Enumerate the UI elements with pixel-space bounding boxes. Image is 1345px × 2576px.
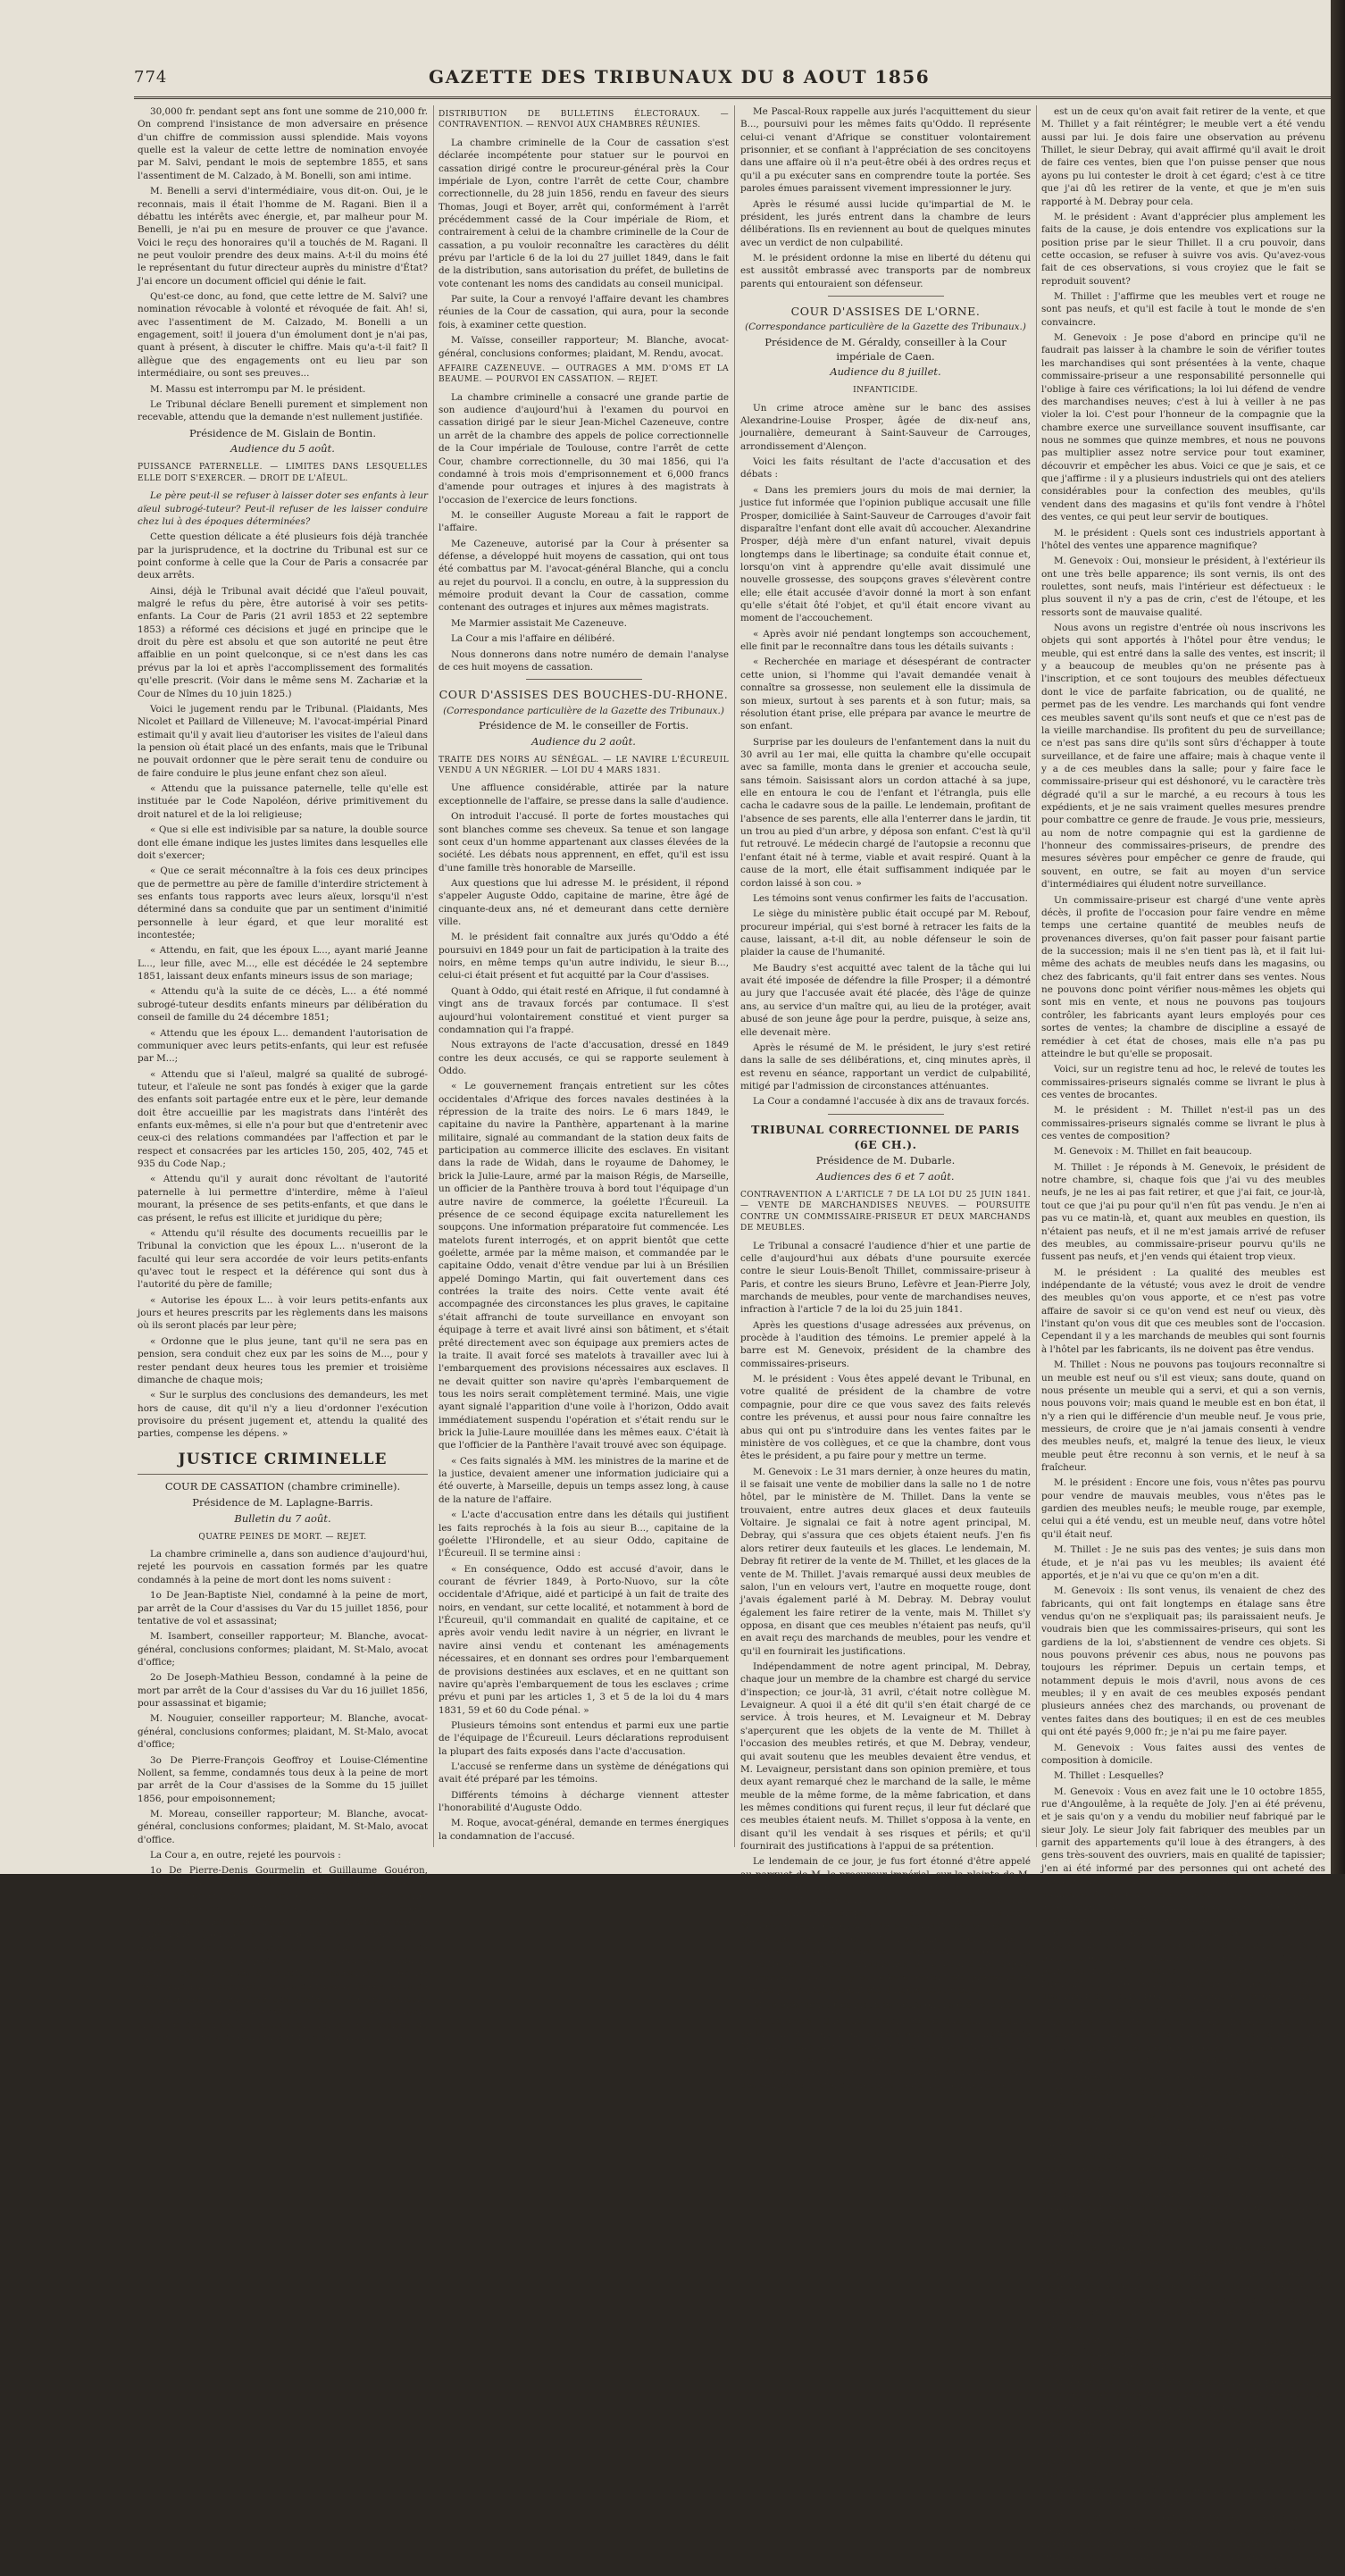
paragraph: Le siège du ministère public était occupé par M. Rebouf, procureur impérial, qui s'est borné à retracer les faits de la cause, laissant, a-t-il dit, au noble défenseur le soin de plaider la cause de l'humanité. <box>740 908 1031 958</box>
paragraph: « Après avoir nié pendant longtemps son accouchement, elle finit par le reconnaître dans tous les détails suivants : <box>740 628 1031 653</box>
paragraph: « Attendu qu'il résulte des documents recueillis par le Tribunal la conviction que les époux L... n'useront de la faculté qui leur sera accordée de voir leurs petits-enfants qu'avec tout le respect et la déférence qui sont dus à l'autorité du père de famille; <box>138 1227 428 1291</box>
paragraph: M. Thillet : Je ne suis pas des ventes; je suis dans mon étude, et je n'ai pas vu les meubles; ils avaient été apportés, et je n'ai vu que ce qu'on m'en a dit. <box>1041 1544 1325 1581</box>
paragraph: « Attendu qu'il y aurait donc révoltant de l'autorité paternelle à lui permettre d'interdire, même à l'aïeul mourant, la présence de ses petits-enfants, et que dans le cas présent, le refus est illicite et juridique du père; <box>138 1174 428 1224</box>
paragraph: On introduit l'accusé. Il porte de fortes moustaches qui sont blanches comme ses cheveux. Sa tenue et son langage sont ceux d'un homme appartenant aux classes élevées de la société. Les débats nous apprennent, en effet, qu'il est issu d'une famille très honorable de Marseille. <box>439 811 729 874</box>
paragraph: M. le conseiller Auguste Moreau a fait le rapport de l'affaire. <box>439 509 729 534</box>
column-4 <box>1041 105 1325 2575</box>
case-summary-caps: QUATRE PEINES DE MORT. — REJET. <box>198 1532 367 1542</box>
paragraph: Après le résumé de M. le président, le jury s'est retiré dans la salle de ses délibérations, et, cinq minutes après, il est revenu en séance, rapportant un verdict de culpabilité, mitigé par l'admission de circonstances atténuantes. <box>740 1041 1031 1091</box>
paragraph: M. Thillet : Je réponds à M. Genevoix, le président de notre chambre, si, chaque fois que j'ai vu des meubles neufs, je ne les ai pas fait retirer, et que j'ai fait, ce jour-là, tout ce que j'ai pu pour qu'il n'en fût pas vendu. Je n'en ai pas vu ce matin-là, et, quant aux meubles en question, ils n'étaient pas neufs, et il ne m'est jamais arrivé de refuser des meubles, au commissaire-priseur pourvu qu'ils ne fussent pas neufs, et j'en vends qui étaient trop vieux. <box>1041 1161 1325 1263</box>
paragraph: M. Genevoix : Je pose d'abord en principe qu'il ne faudrait pas laisser à la chambre le soin de vérifier toutes les marchandises qui sont présentées à la vente, chaque commissaire-priseur a une responsabilité personnelle qui l'oblige à faire ces vérifications; la loi lui défend de vendre des marchandises neuves; c'est à lui à veiller à ne pas violer la loi. C'est pour l'honneur de la compagnie que la chambre exerce une surveillance souvent insuffisante, car nous ne sommes que quinze membres, et nous ne pouvons pas multiplier assez notre service pour tout examiner, découvrir et empêcher les abus. Voici ce que je sais, et ce que j'affirme : il y a plusieurs industriels qui ont des ateliers considérables pour la confection des meubles, qu'ils vendent dans des magasins et qu'ils font vendre à l'hôtel des ventes, ce qui peut leur servir de boutiques. <box>1041 332 1325 523</box>
separator-rule <box>828 1114 944 1115</box>
paragraph: La Cour a mis l'affaire en délibéré. <box>451 633 615 645</box>
paragraph: « Ordonne que le plus jeune, tant qu'il ne sera pas en pension, sera conduit chez eux par les soins de M..., pour y rester pendant deux heures tous les premier et troisième dimanche de chaque mois; <box>138 1335 428 1385</box>
separator-rule <box>526 679 642 680</box>
paragraph: Ainsi, déjà le Tribunal avait décidé que l'aïeul pouvait, malgré le refus du père, être autorisé à voir ses petits-enfants. La Cour de Paris (21 avril 1853 et 22 septembre 1853) a réformé ces décisions et jugé en principe que le droit du père est absolu et que son autorité ne peut être affaiblie en un point quelconque, si ce n'est dans les cas prévus par la loi et après l'accomplissement des formalités qu'elle prescrit. (Voir dans le même sens M. Zachariæ et la Cour de Nîmes du 10 juin 1825.) <box>138 585 428 699</box>
paragraph: Voici le jugement rendu par le Tribunal. (Plaidants, Mes Nicolet et Paillard de Villeneuve; M. l'avocat-impérial Pinard estimait qu'il y avait lieu d'autoriser les visites de l'aïeul dans la pension où était placé un des enfants, mais que le Tribunal ne pouvait ordonner que le père serait tenu de conduire ou de faire conduire le plus jeune enfant chez son aïeul. <box>138 703 428 779</box>
page-number: 774 <box>134 68 168 87</box>
paragraph: M. le président : M. Thillet n'est-il pas un des commissaires-priseurs signalés comme se livrant le plus à ces ventes de composition? <box>1041 1105 1325 1142</box>
paragraph: « Attendu, en fait, que les époux L..., ayant marié Jeanne L..., leur fille, avec M..., elle est décédée le 24 septembre 1851, laissant deux enfants mineurs issus de son mariage; <box>138 945 428 983</box>
paragraph: Cette question délicate a été plusieurs fois déjà tranchée par la jurisprudence, et la doctrine du Tribunal est sur ce point conforme à celle que la Cour de Paris a consacrée par deux arrêts. <box>138 531 428 581</box>
paragraph: M. Thillet : J'affirme que rue d'Angoulême, pas plus que rue des Écuries d'Artois, où j'ai fait une autre vente, il n'y avait pas de meubles neufs. <box>1041 2335 1325 2372</box>
paragraph: M. Genevoix : M. Thillet en fait beaucoup. <box>1054 1146 1252 1158</box>
masthead <box>134 66 1331 99</box>
paragraph: « Autorise les époux L... à voir leurs petits-enfants aux jours et heures prescrits par les règlements dans les maisons où ils seront placés par leur père; <box>138 1294 428 1332</box>
correspondence-note: (Correspondance particulière de la Gazette des Tribunaux.) <box>443 705 724 716</box>
paragraph: Quant à Oddo, qui était resté en Afrique, il fut condamné à vingt ans de travaux forcés par contumace. Il s'est aujourd'hui volontairement constitué et vient purger sa condamnation qui l'a frappé. <box>439 985 729 1035</box>
paragraph: Me Baudry s'est acquitté avec talent de la tâche qui lui avait été imposée de défendre la fille Prosper; il a démontré au jury que l'accusée avait été placée, dès l'âge de quinze ans, au service d'un maître qui, au lieu de la protéger, avait abusé de son jeune âge pour la perdre, puisque, à seize ans, elle devenait mère. <box>740 962 1031 1038</box>
paragraph: M. Isambert, conseiller rapporteur; M. Blanche, avocat-général, conclusions conformes; plaidant, M. St-Malo, avocat d'office; <box>138 1631 428 1668</box>
paragraph: M. Thillet : Nous n'en voulions pas. Nous reconnaissions tous cela; nous le disons tous : ce sont les règlements de l'ordre, et nous ne voulons pas la ruine de tous les règlements; les demandes des ventes à domicile comme des ventes de l'hôtel; nous nous bornons à ne pas les faire expulser; et un jour on nous accuse de fraude, et celui-ci cela vrai. <box>1041 2243 1325 2331</box>
paragraph: L'accusé se renferme dans un système de dénégations qui avait été préparé par les témoins. <box>439 1761 729 1786</box>
paragraph: Aux questions que lui adresse M. le président, il répond s'appeler Auguste Oddo, capitaine de marine, être âgé de cinquante-deux ans, né et demeurant dans cette dernière ville. <box>439 877 729 928</box>
paragraph: M. le président : Quels sont ces industriels apportant à l'hôtel des ventes une apparence magnifique? <box>1041 527 1325 551</box>
paragraph: La chambre criminelle de la Cour de cassation s'est déclarée incompétente pour statuer sur le pourvoi en cassation dirigé contre le procureur-général près la Cour impériale de Lyon, contre l'arrêt de cette Cour, chambre correctionnelle, du 28 juin 1856, rendu en faveur des sieurs Thomas, Jougi et Boyer, arrêt qui, conformément à l'arrêt précédemment cassé de la Cour impériale de Riom, et contrairement à celui de la chambre criminelle de la Cour de cassation, a pu vouloir reconnaître les caractères du délit prévu par l'article 6 de la loi du 27 juillet 1849, dans le fait de la distribution, sans autorisation du préfet, de bulletins de vote contenant les noms des candidats au conseil municipal. <box>439 137 729 289</box>
case-summary-caps: CONTRAVENTION A L'ARTICLE 7 DE LA LOI DU 25 JUIN 1841. — VENTE DE MARCHANDISES NEUVES. — POURSUITE CONTRE UN COMMISSAIRE-PRISEUR ET DEUX MARCHANDS DE MEUBLES. <box>740 1190 1031 1234</box>
paragraph: M. le président : Avant d'apprécier plus amplement les faits de la cause, je dois entendre vos explications sur la position prise par le sieur Thillet. Il a cru pouvoir, dans cette occasion, se refuser à suivre vos avis. Qu'avez-vous fait de ces observations, si vous croyiez que le fait se reproduit souvent? <box>1041 211 1325 287</box>
paragraph: Un crime atroce amène sur le banc des assises Alexandrine-Louise Prosper, âgée de dix-neuf ans, journalière, demeurant à Saint-Sauveur de Carrouges, arrondissement d'Alençon. <box>740 402 1031 452</box>
paragraph: M. Genevoix : Vous en avez fait une le 10 octobre 1855, rue d'Angoulême, à la requête de Joly. J'en ai été prévenu, et je sais qu'on y a vendu du mobilier neuf fabriqué par le sieur Joly. Le sieur Joly fait fabriquer des meubles par un garnit des appartements qu'il loue à des étrangers, à des gens très-souvent des ouvriers, mais en qualité de tapissier; j'en ai été informé par des personnes qui ont acheté des meubles très-courants, mais, à la quinzaine, peut-être à la quinzaine. Ainsi, dans l'espèce, le sieur Joly avait meublé un appartement à une famille espagnole; cette famille espagnole partit après quelques mois, et Joly fit annoncer une vente après décès, et profitant de l'occasion, il fit vendre une quantité considérable de meubles neufs; le public, croyant avoir affaire à une vente après décès, se porte en foule à la vente, et en achète; puis Joly, le fabricant, ou plutôt les marchands de meubles qui achètent des meubles neufs pour les revendre, vendent ainsi à l'encan leurs meubles, et ils vendent l'un et l'autre; il y a ainsi, dans les ventes à domicile, des fraudes plus graves encore que dans les ventes à l'hôtel des ventes; le public qui croit acheter des meubles d'occasion, achète en réalité des meubles neufs de fabrication défectueuse. <box>1041 1786 1325 2067</box>
paragraph: M. le président : La qualité des meubles est indépendante de la vétusté; vous avez le droit de vendre des meubles qu'on vous apporte, et ce n'est pas votre affaire de savoir si ce qu'on vend est neuf ou vieux, dès l'instant qu'on vous dit que ces meubles sont de l'occasion. Cependant il y a les marchands de meubles qui sont fournis à l'hôtel par les fabricants, ils ne doivent pas être vendus. <box>1041 1267 1325 1355</box>
court-name: COUR DE CASSATION (chambre criminelle). <box>164 1480 401 1493</box>
paragraph: est un de ceux qu'on avait fait retirer de la vente, et que M. Thillet y a fait réintégrer; le meuble vert a été vendu aussi par lui. Je dois faire une observation au prévenu Thillet, le sieur Debray, qui avait affirmé qu'il avait le droit de faire ces ventes, bien que l'on puisse penser que nous ayons pu lui contester le droit à cet égard; c'est à ce titre que j'ai dû les retirer de la vente, et que je m'en suis rapporté à M. Debray pour cela. <box>1041 106 1325 207</box>
audience-date: Audience du 8 juillet. <box>830 365 941 379</box>
paragraph: M. Genevoix : Quelques-uns ont été vendus, sur la plainte de M. Thillet, et qui n'ont pas été vendus par le ministère de M. Thillet, dans une autre vente faite par une autre personne que dans une autre Robert; il s'agit du prévenu Joly, marchand de meubles; et l'on ne voulait pas en faire la vente des ventes de l'hôtel de meubles neufs. Le meuble rouge <box>740 2015 1031 2091</box>
presidency-line: Présidence de M. Gislain de Bontin. <box>188 426 376 439</box>
audience-date: Audience du 2 août. <box>531 734 636 748</box>
paragraph: M. Vaïsse, conseiller rapporteur; M. Blanche, avocat-général, conclusions conformes; plaidant, M. Rendu, avocat. <box>439 335 729 359</box>
column-3 <box>740 105 1031 2091</box>
paragraph: M. Thillet : J'ai loué cet appartement, meublé par M. Taillez, qui m'en a fait la vente. Je l'ai chargé de vendre ces meubles qui étaient neufs; ils ont été apportés à l'hôtel. Ils sont sûrs que M. Thillet n'avait pas de meubles neufs; mais il ne s'était pas purgé des meubles neufs qui ont été. <box>1041 2513 1325 2575</box>
paragraph: 1o De Pierre-Denis Gourmelin et Guillaume Gouéron, condamnés par la Cour d'assises du Finistère, aux travaux forcés à perpétuité, pour vol qualifié; — 2o De Marie-Catherine-Jeanne Jauffret (Vaucluse), travaux forcés, trahison de billets de banque; — 3o De Amable-Théophile Dubourgnet (Somme), six ans de réclusion, attentat à la pudeur; — 4o De François Guillard (Var), six ans de réclusion, attentat à la pudeur; — 5o De François Chabrier (Seine), travaux forcés à perpétuité, assassinat; — 6o De Ferdinand Pain (Somme), dix ans de travaux forcés, abus de confiance par un employé des postes; — 7o De François-Eyssel Hamon, contre un arrêt de la Cour impériale de Lyon, chambre des mises en accusation, renvoi aux assises du Rhône, pour abus de confiance et faux en écriture privée. <box>138 1865 428 2044</box>
paragraph: « Attendu que si l'aïeul, malgré sa qualité de subrogé-tuteur, et l'aïeule ne sont pas fondés à exiger que la garde des enfants soit partagée entre eux et le père, leur demande doit être accueillie par les magistrats dans l'intérêt des enfants eux-mêmes, si elle n'a pour but que d'entretenir avec ceux-ci des relations commandées par l'affection et par le respect et consacrées par les articles 150, 205, 402, 745 et 935 du Code Nap.; <box>138 1068 428 1170</box>
paragraph: 2o De Joseph-Mathieu Besson, condamné à la peine de mort par arrêt de la Cour d'assises du Var du 16 juillet 1856, pour assassinat et bigamie; <box>138 1672 428 1710</box>
paragraph: Par suite, la Cour a renvoyé l'affaire devant les chambres réunies de la Cour de cassation, qui aura, pour la seconde fois, à examiner cette question. <box>439 294 729 330</box>
paragraph: « Attendu que la puissance paternelle, telle qu'elle est instituée par le Code Napoléon, dérive primitivement du droit naturel et de la loi religieuse; <box>138 783 428 820</box>
case-summary-caps: AFFAIRE CAZENEUVE. — OUTRAGES A MM. D'OMS ET LA BEAUME. — POURVOI EN CASSATION. — REJET. <box>439 364 729 385</box>
paragraph: M. Genevoix : Le 31 mars dernier, à onze heures du matin, il se faisait une vente de mobilier dans la salle no 1 de notre hôtel, par le ministère de M. Thillet. Dans la vente se trouvaient, entre autres deux glaces et deux fauteuils Voltaire. Je signalai ce fait à notre agent principal, M. Debray, qui s'assura que ces objets étaient neufs. J'en fis alors retirer deux fauteuils et les glaces. Le lendemain, M. Debray fit retirer de la vente de M. Thillet, et les glaces de la vente de M. Thillet. J'avais remarqué aussi deux meubles de salon, l'un en velours vert, l'autre en moquette rouge, dont j'avais également parlé à M. Debray. M. Debray voulut également les faire retirer de la vente, mais M. Thillet s'y opposa, en disant que ces meubles n'étaient pas neufs, qu'il en avait reçu des marchands de meubles, pour les vendre et qu'il en fournirait les justifications. <box>740 1466 1031 1657</box>
paragraph: Qu'est-ce donc, au fond, que cette lettre de M. Salvi? une nomination révocable à volonté et révoquée de fait. Ah! si, avec l'assentiment de M. Calzado, M. Bonelli a un engagement, soit! il jouera d'un émolument dont je n'ai pas, quant à présent, à discuter le chiffre. Mais qu'a-t-il fait? Il allègue que des engagements ont eu lieu par son intermédiaire, ou sont ses preuves... <box>138 291 428 380</box>
paragraph: Indépendamment de notre agent principal, M. Debray, chaque jour un membre de la chambre est chargé du service d'inspection; ce jour-là, 31 avril, c'était notre collègue M. Levaigneur. A quoi il a été dit qu'il s'en était chargé de ce service. À trois heures, et M. Levaigneur et M. Debray s'aperçurent que les objets de la vente de M. Thillet à l'occasion des meubles retirés, et que M. Debray, vendeur, qui avait soutenu que les meubles devaient être vendus, et M. Levaigneur, persistant dans son opinion première, et tous deux ayant remarqué chez le marchand de la salle, le même meuble de la même forme, de la même fabrication, et dans les mêmes conditions qui furent reçus, il leur fut déclaré que ces meubles étaient neufs. M. Thillet s'opposa à la vente, en disant qu'il les vendait à ses risques et périls; et qu'il fournirait des justifications à l'appui de sa prétention. <box>740 1661 1031 1853</box>
case-summary-caps: DISTRIBUTION DE BULLETINS ÉLECTORAUX. — CONTRAVENTION. — RENVOI AUX CHAMBRES RÉUNIES. <box>439 110 729 130</box>
column-divider <box>433 105 434 1847</box>
paragraph: M. Thillet : J'affirme le contraire; je ne vois pas de meubles neufs; je vends des meubles que je ne reconnais pas neufs, et ne les vendrai pas. <box>1041 2443 1325 2480</box>
paragraph: Un commissaire-priseur est chargé d'une vente après décès, il profite de l'occasion pour faire vendre en même temps une certaine quantité de meubles neufs de provenances diverses, qu'on fait passer pour faisant partie de la succession; mais il ne s'en tient pas là, et il fait lui-même des achats de meubles neufs dans les magasins, ou chez des fabricants, qu'il fait entrer dans ses ventes. Nous ne pouvons donc point vérifier nous-mêmes les objets qui sont mis en vente, et nous ne pouvons pas toujours contrôler, les fabricants ayant leurs employés pour ces sortes de ventes; la chambre de discipline a essayé de remédier à cet état de choses, mais elle n'a pas pu atteindre le but qu'elle se proposait. <box>1041 894 1325 1059</box>
paragraph: Voici, sur un registre tenu ad hoc, le relevé de toutes les commissaires-priseurs signalés comme se livrant le plus à ces ventes de brocantes. <box>1041 1064 1325 1100</box>
case-summary-caps: TRAITE DES NOIRS AU SÉNÉGAL. — LE NAVIRE L'ÉCUREUIL VENDU A UN NÉGRIER. — LOI DU 4 MARS 1831. <box>439 755 729 776</box>
paragraph: « L'acte d'accusation entre dans les détails qui justifient les faits reprochés à la fois au sieur B..., capitaine de la goélette l'Hirondelle, et au sieur Oddo, capitaine de l'Écureuil. Il se termine ainsi : <box>439 1510 729 1560</box>
case-summary-caps: PUISSANCE PATERNELLE. — LIMITES DANS LESQUELLES ELLE DOIT S'EXERCER. — DROIT DE L'AÏEUL. <box>138 463 428 483</box>
paragraph: Plusieurs témoins sont entendus et parmi eux une partie de l'équipage de l'Écureuil. Leurs déclarations reproduisent la plupart des faits exposés dans l'acte d'accusation. <box>439 1719 729 1757</box>
section-heading: COUR D'ASSISES DE L'ORNE. <box>790 305 981 319</box>
question-paragraph: Le père peut-il se refuser à laisser doter ses enfants à leur aïeul subrogé-tuteur? Peut-il refuser de les laisser conduire chez lui à des époques déterminées? <box>138 490 428 527</box>
paragraph: M. Genevoix : Voici un état dressé à l'hôtel pour jour 11 octobre, 1855, soixante-cinq meubles qui ont été inscrits, portant le nombre des meubles vendus de 18 à 1855, et aussi 185 pour l'année, soit 185 ventes; les meubles ont été vendus pour 2,000 fr. <box>1041 2376 1325 2439</box>
presidency-line: Présidence de M. Dubarle. <box>815 1154 956 1167</box>
paragraph: M. Genevoix : Elle pourrait l'être; celle-là a duré deux jours. M. Thillet y a pris plusieurs fois le marteau. Je n'ai rien vu de plus inouï. M. le président, je dois vous signaler ce fait, c'est que l'on fait faire des ventes, et qu'on n'est pas sûr d'avoir le contrôle des commissaires-priseurs; tous les jours, il y a des marchands qui font vendre à l'encan leurs marchandises, et la surveillance de nos ventes ne peut pas tout prévenir; les fabricants, qui sont autant d'intermédiaires, obtiennent l'annonce d'un décès, que quinze membres de la chambre, et que plus de la moitié de l'hôtel des ventes soit par leur dangereuse et proportions d'une grande administration. <box>1041 2086 1325 2238</box>
paragraph: La chambre criminelle a consacré une grande partie de son audience d'aujourd'hui à l'examen du pourvoi en cassation dirigé par le sieur Jean-Michel Cazeneuve, contre un arrêt de la chambre des appels de police correctionnelle de la Cour impériale de Toulouse, contre l'arrêt de cette Cour, chambre correctionnelle, du 30 mai 1856, qui l'a condamné à trois mois d'emprisonnement et 6,000 francs d'amende pour outrages et injures à des magistrats à l'occasion de l'exercice de leurs fonctions. <box>439 391 729 506</box>
paragraph: Me Cazeneuve, autorisé par la Cour à présenter sa défense, a développé huit moyens de cassation, qui ont tous été combattus par M. l'avocat-général Blanche, qui a conclu au rejet du pourvoi. Il a conclu, en outre, à la suppression du mémoire produit devant la Cour de cassation, comme contenant des outrages et injures aux mêmes magistrats. <box>439 538 729 614</box>
paragraph: Après les questions d'usage adressées aux prévenus, on procède à l'audition des témoins. Le premier appelé à la barre est M. Genevoix, président de la chambre des commissaires-priseurs. <box>740 1319 1031 1369</box>
audience-date: Audience du 5 août. <box>230 442 335 456</box>
paragraph: M. le président : Ces meubles neufs ont-ils été vendus? <box>753 2000 1014 2011</box>
paragraph: M. le président : Ainsi la vente est indéfinie? <box>1054 2070 1265 2082</box>
paragraph: La Cour a, en outre, rejeté les pourvois : <box>150 1850 341 1861</box>
paragraph: « Le gouvernement français entretient sur les côtes occidentales d'Afrique des forces navales destinées à la répression de la traite des noirs. Le 6 mars 1849, le capitaine du navire la Panthère, appartenant à la marine militaire, signalé au commandant de la station deux faits de participation au commerce illicite des esclaves. En visitant dans la rade de Widah, dans le royaume de Dahomey, le brick la Julie-Laure, armé par la maison Régis, de Marseille, un officier de la Panthère trouva à bord tout l'équipage d'un autre navire de commerce, la goélette l'Écureuil. La présence de ce second équipage excita naturellement les soupçons. Une information préparatoire fut commencée. Les matelots furent interrogés, et on apprit bientôt que cette goélette, armée par la même maison, et commandée par le capitaine Oddo, venait d'être vendue par lui à un Brésilien appelé Domingo Martin, qui fait ouvertement dans ces contrées la traite des noirs. Cette vente avait été accompagnée des circonstances les plus graves, le capitaine s'était affranchi de toute surveillance en envoyant son équipage à terre et avait livré ainsi son bâtiment, et s'était prêté directement avec son équipage aux premiers actes de la traite. Il avait forcé ses matelots à travailler avec lui à l'embarquement des provisions nécessaires aux esclaves. Il ne devait quitter son navire qu'après l'embarquement de tous les noirs serait complètement terminé. Mais, une vigie ayant signalé l'apparition d'une voile à l'horizon, Oddo avait immédiatement suspendu l'opération et s'était rendu sur le brick la Julie-Laure mouillée dans les mêmes eaux. C'était là que l'officier de la Panthère l'avait trouvé avec son équipage. <box>439 1081 729 1451</box>
paragraph: M. Nouguier, conseiller rapporteur; M. Blanche, avocat-général, conclusions conformes; plaidant, M. St-Malo, avocat d'office; <box>138 1713 428 1751</box>
paragraph: « Sur le surplus des conclusions des demandeurs, les met hors de cause, dit qu'il n'y a lieu d'ordonner l'exécution provisoire du présent jugement et, attendu la qualité des parties, compense les dépens. » <box>138 1390 428 1440</box>
paragraph: 1o De Jean-Baptiste Niel, condamné à la peine de mort, par arrêt de la Cour d'assises du Var du 15 juillet 1856, pour tentative de vol et assassinat; <box>138 1590 428 1627</box>
paragraph: M. Massu est interrompu par M. le président. <box>150 383 366 395</box>
column-divider <box>1036 105 1037 1847</box>
paragraph: 3o De Pierre-François Geoffroy et Louise-Clémentine Nollent, sa femme, condamnés tous deux à la peine de mort par arrêt de la Cour d'assises de la Somme du 15 juillet 1856, pour empoisonnement; <box>138 1754 428 1804</box>
paragraph: Nous extrayons de l'acte d'accusation, dressé en 1849 contre les deux accusés, ce qui se rapporte seulement à Oddo. <box>439 1040 729 1076</box>
paragraph: Le lendemain de ce jour, je fus fort étonné d'être appelé au parquet de M. le procureur impérial, sur la plainte de M. Thillet, et d'y apprendre que j'avais été dénoncé par lui comme ayant apposé à l'introduction de meubles neufs dans la vente. En même temps, M. Thillet avait fait sommation à M. Debray, qui, en qualité de surveillant des ventes, a la garde des magasins, et à M. Levaigneur, membre de la chambre chargé du service d'inspection, d'avoir à lui remettre les meubles emmagasinés, et j'ai appris que, depuis ce moment, Bruno, Joly et Lefèvre avaient été prévenus, et que les poursuites avaient été dirigées contre eux. <box>740 1856 1031 1995</box>
paragraph: Le Tribunal a consacré l'audience d'hier et une partie de celle d'aujourd'hui aux débats d'une poursuite exercée contre le sieur Louis-Benoît Thillet, commissaire-priseur à Paris, et contre les sieurs Bruno, Lefèvre et Jean-Pierre Joly, marchands de meubles, pour vente de marchandises neuves, infraction à l'article 7 de la loi du 25 juin 1841. <box>740 1240 1031 1316</box>
section-heading: TRIBUNAL CORRECTIONNEL DE PARIS (6E CH.). <box>751 1122 1020 1151</box>
bulletin-date: Bulletin du 7 août. <box>234 1511 331 1525</box>
paragraph: M. le président : Que savez-vous relativement à la vente faite dans votre propre appartement, rue Laffitte? <box>1041 2484 1325 2509</box>
paragraph: « Recherchée en mariage et désespérant de contracter cette union, si l'homme qui l'avait demandée venait à connaître sa grossesse, non seulement elle la dissimula de son mieux, surtout à ses parents et à son futur; mais, sa résolution étant prise, elle prépara par avance le meurtre de son enfant. <box>740 657 1031 732</box>
paragraph: La Cour a condamné l'accusée à dix ans de travaux forcés. <box>753 1096 1030 1108</box>
paragraph: M. Roque, avocat-général, demande en termes énergiques la condamnation de l'accusé. <box>439 1818 729 1842</box>
column-2 <box>439 105 729 1856</box>
paragraph: Différents témoins à décharge viennent attester l'honorabilité d'Auguste Oddo. <box>439 1789 729 1814</box>
paragraph: M. Thillet : Nous ne pouvons pas toujours reconnaître si un meuble est neuf ou s'il est vieux; sans doute, quand on nous présente un meuble qui a servi, et qui a son vernis, nous pouvons voir; mais quand le meuble est en bon état, il n'y a rien qui le différencie d'un meuble neuf. Je vous prie, messieurs, de croire que je n'ai jamais consenti à vendre des meubles neufs, et, malgré la tenue des lieux, le vieux meuble peut être reconnu à son vernis, et le neuf à sa fraîcheur. <box>1041 1359 1325 1474</box>
audience-date: Audiences des 6 et 7 août. <box>816 1170 955 1183</box>
column-1 <box>138 105 428 2044</box>
presidency-line: Présidence de M. le conseiller de Fortis. <box>478 718 689 732</box>
paragraph: M. Thillet : Lesquelles? <box>1054 1770 1164 1782</box>
paragraph: « Attendu que les époux L... demandent l'autorisation de communiquer avec leurs petits-enfants, qui leur est refusée par M...; <box>138 1027 428 1065</box>
paragraph: M. Genevoix : Vous faites aussi des ventes de composition à domicile. <box>1041 1742 1325 1766</box>
paragraph: M. Thillet : J'affirme que les meubles vert et rouge ne sont pas neufs, et qu'il est facile à tout le monde de s'en convaincre. <box>1041 291 1325 328</box>
separator-rule <box>828 296 944 297</box>
paragraph: Nous donnerons dans notre numéro de demain l'analyse de ces huit moyens de cassation. <box>439 648 729 673</box>
paragraph: Après le résumé aussi lucide qu'impartial de M. le président, les jurés entrent dans la chambre de leurs délibérations. Ils en reviennent au bout de quelques minutes avec un verdict de non culpabilité. <box>740 198 1031 248</box>
case-summary-caps: INFANTICIDE. <box>853 386 918 396</box>
paragraph: Nous avons un registre d'entrée où nous inscrivons les objets qui sont apportés à l'hôtel pour être vendus; le meuble, qui est entré dans la salle des ventes, est inscrit; il y a beaucoup de meubles qu'on ne présente pas à l'inscription, et ce sont toujours des meubles défectueux dont le vice de parfaite fabrication, ou de qualité, ne permet pas de les vendre. Les marchands qui font vendre ces meubles savent qu'ils sont neufs et que ce n'est pas de la vieille marchandise. Ils profitent du peu de surveillance; ce n'est pas sans dire qu'ils sont sûrs d'échapper à toute surveillance, et de faire une affaire; mais à chaque vente il y a de ces meubles dans la salle; pour y faire face le commissaire-priseur qui est déshonoré, vu le caractère très dégradé qu'il a sur le marché, a eu recours à tous les expédients, et je ne sais vraiment quelles mesures prendre pour combattre ce genre de fraude. Je vous prie, messieurs, au nom de notre compagnie qui est la gardienne de l'honneur des commissaires-priseurs, de prendre des mesures sévères pour empêcher ce genre de fraude, qui souvent, en outre, se fait au moyen d'un service d'intermédiaires qui éludent notre surveillance. <box>1041 623 1325 891</box>
paragraph: « Que ce serait méconnaître à la fois ces deux principes que de permettre au père de famille d'interdire strictement à ses enfants tous rapports avec leurs aïeux, lorsqu'il n'est déterminé dans sa conduite que par un sentiment d'inimitié personnelle à leur égard, et que leur moralité est incontestée; <box>138 866 428 941</box>
column-divider <box>734 105 735 1847</box>
correspondence-note: (Correspondance particulière de la Gazette des Tribunaux.) <box>745 322 1026 333</box>
paragraph: Me Pascal-Roux rappelle aux jurés l'acquittement du sieur B..., poursuivi pour les mêmes faits qu'Oddo. Il représente celui-ci venant d'Afrique se constituer volontairement prisonnier, et se confiant à l'appréciation de ses concitoyens dans une affaire où il n'a peut-être obéi à des ordres reçus et qu'il a pu exécuter sans en comprendre toute la portée. Ses paroles émues paraissent vivement impressionner le jury. <box>740 106 1031 195</box>
paragraph: Le Tribunal déclare Benelli purement et simplement non recevable, attendu que la demande n'est nullement justifiée. <box>138 398 428 423</box>
paragraph: M. le président ordonne la mise en liberté du détenu qui est aussitôt embrassé avec transports par de nombreux parents qui entouraient son défenseur. <box>740 252 1031 289</box>
presidency-line: Présidence de M. Géraldy, conseiller à la Cour impériale de Caen. <box>764 335 1007 363</box>
paragraph: M. Genevoix : Ils sont venus, ils venaient de chez des fabricants, qui ont fait longtemps en étalage sans être vendus qu'on ne s'expliquait pas; ils paraissaient neufs. Je voudrais bien que les commissaires-priseurs, qui sont les gardiens de la loi, s'abstiennent de vendre ces objets. Si nous pouvons prévenir ces abus, nous ne pouvons pas toujours les réprimer. Depuis un certain temps, et notamment depuis le mois d'avril, nous avons de ces meubles; il y en avait de ces meubles exposés pendant plusieurs années chez des marchands, ou provenant de ventes faites dans des boutiques; il en est de ces meubles qui ont été payés 9,000 fr.; je n'ai pu me faire payer. <box>1041 1585 1325 1738</box>
paragraph: Une affluence considérable, attirée par la nature exceptionnelle de l'affaire, se presse dans la salle d'audience. <box>439 782 729 807</box>
paragraph: Voici les faits résultant de l'acte d'accusation et des débats : <box>740 456 1031 481</box>
paragraph: M. Genevoix : Oui, monsieur le président, à l'extérieur ils ont une très belle apparence; ils sont vernis, ils ont des roulettes, sont neufs, mais l'intérieur est défectueux : le plus souvent il n'y a pas de crin, c'est de l'étoupe, et les ressorts sont de mauvaise qualité. <box>1041 556 1325 618</box>
section-heading: COUR D'ASSISES DES BOUCHES-DU-RHONE. <box>439 688 729 702</box>
newspaper-title: GAZETTE DES TRIBUNAUX DU 8 AOUT 1856 <box>429 66 931 88</box>
section-heading: JUSTICE CRIMINELLE <box>138 1450 428 1475</box>
paragraph: M. le président fait connaître aux jurés qu'Oddo a été poursuivi en 1849 pour un fait de participation à la traite des noirs, en même temps qu'un autre individu, le sieur B..., celui-ci était présent et fut acquitté par la Cour d'assises. <box>439 932 729 982</box>
paragraph: Me Marmier assistait Me Cazeneuve. <box>451 617 627 629</box>
paragraph: 30,000 fr. pendant sept ans font une somme de 210,000 fr. On comprend l'insistance de mon adversaire en présence d'un chiffre de commission aussi splendide. Mais voyons quelle est la valeur de cette lettre de nomination envoyée par M. Salvi, pendant le mois de septembre 1855, et sans l'assentiment de M. Calzado, à M. Bonelli, son ami intime. <box>138 106 428 181</box>
paragraph: M. Benelli a servi d'intermédiaire, vous dit-on. Oui, je le reconnais, mais il était l'homme de M. Ragani. Bien il a débattu les intérêts avec énergie, et, par malheur pour M. Benelli, je n'ai pu en mesure de prouver ce que j'avance. Voici le reçu des honoraires qu'il a touchés de M. Ragani. Il ne peut vouloir prendre des deux mains. A-t-il du moins été le représentant du futur directeur auprès du ministre d'État? J'ai encore un document officiel qui dénie le fait. <box>138 186 428 287</box>
paragraph: La chambre criminelle a, dans son audience d'aujourd'hui, rejeté les pourvois en cassation formés par les quatre condamnés à la peine de mort dont les noms suivent : <box>138 1549 428 1585</box>
paragraph: M. le président : Encore une fois, vous n'êtes pas pourvu pour vendre de mauvais meubles, vous n'êtes pas le gardien des meubles neufs; le meuble rouge, par exemple, celui qui a été vendu, est un meuble neuf, dans votre hôtel qu'il était neuf. <box>1041 1477 1325 1540</box>
paragraph: « Que si elle est indivisible par sa nature, la double source dont elle émane indique les justes limites dans lesquelles elle doit s'exercer; <box>138 824 428 861</box>
paragraph: « Attendu qu'à la suite de ce décès, L... a été nommé subrogé-tuteur desdits enfants mineurs par délibération du conseil de famille du 24 décembre 1851; <box>138 986 428 1024</box>
presidency-line: Présidence de M. Laplagne-Barris. <box>192 1495 373 1509</box>
book-binding-edge <box>1331 0 1345 1874</box>
paragraph: « Dans les premiers jours du mois de mai dernier, la justice fut informée que l'opinion publique accusait une fille Prosper, domiciliée à Saint-Sauveur de Carrouges d'avoir fait disparaître l'enfant dont elle avait dû accoucher. Alexandrine Prosper, déjà mère d'un enfant naturel, vivait depuis longtemps dans le libertinage; sa conduite était connue et, lorsqu'on vint à apprendre qu'elle avait dissimulé une nouvelle grossesse, des soupçons graves s'élevèrent contre elle; elle était accusée d'avoir donné la mort à son enfant qu'elle s'était ôté l'objet, et qu'il était encore vivant au moment de l'accouchement. <box>740 484 1031 624</box>
paragraph: « Ces faits signalés à MM. les ministres de la marine et de la justice, devaient amener une information judiciaire qui a été ouverte, à Marseille, depuis un temps assez long, à cause de la nature de l'affaire. <box>439 1455 729 1505</box>
paragraph: Les témoins sont venus confirmer les faits de l'accusation. <box>753 892 1028 904</box>
paragraph: M. Moreau, conseiller rapporteur; M. Blanche, avocat-général, conclusions conformes; plaidant, M. St-Malo, avocat d'office. <box>138 1808 428 1845</box>
paragraph: M. le président : Vous êtes appelé devant le Tribunal, en votre qualité de président de la chambre de votre compagnie, pour dire ce que vous savez des faits relevés contre les prévenus, et aussi pour nous faire connaître les abus qui ont pu s'introduire dans les ventes faites par le ministère de vos collègues, et ce que la chambre, dont vous êtes le président, a pu faire pour y mettre un terme. <box>740 1374 1031 1462</box>
paragraph: « En conséquence, Oddo est accusé d'avoir, dans le courant de février 1849, à Porto-Nuovo, sur la côte occidentale d'Afrique, aidé et participé à un fait de traite des noirs, en vendant, sur cette localité, et notamment à bord de l'Écureuil, qu'il commandait en qualité de capitaine, et ce après avoir vendu ledit navire à un négrier, en livrant le navire ainsi vendu et contenant les aménagements nécessaires, et en donnant ses ordres pour l'embarquement de provisions destinées aux esclaves, et en ne quittant son navire qu'après l'embarquement de tous les esclaves ; crime prévu et puni par les articles 1, 3 et 5 de la loi du 4 mars 1831, 59 et 60 du Code pénal. » <box>439 1563 729 1716</box>
paragraph: Surprise par les douleurs de l'enfantement dans la nuit du 30 avril au 1er mai, elle quitta la chambre qu'elle occupait avec sa famille, monta dans le grenier et accoucha seule, sans témoin. Saisissant alors un cordon attaché à sa jupe, elle en entoura le cou de l'enfant et l'étrangla, puis elle cacha le cadavre sous de la paille. Le lendemain, profitant de l'absence de ses parents, elle alla l'enterrer dans le jardin, tit un trou au pied d'un arbre, y déposa son enfant. C'est là qu'il fut retrouvé. Le médecin chargé de l'autopsie a reconnu que l'enfant était né à terme, viable et avait respiré. Quant à la cause de la mort, elle était suffisamment indiquée par le cordon laissé à son cou. » <box>740 736 1031 889</box>
